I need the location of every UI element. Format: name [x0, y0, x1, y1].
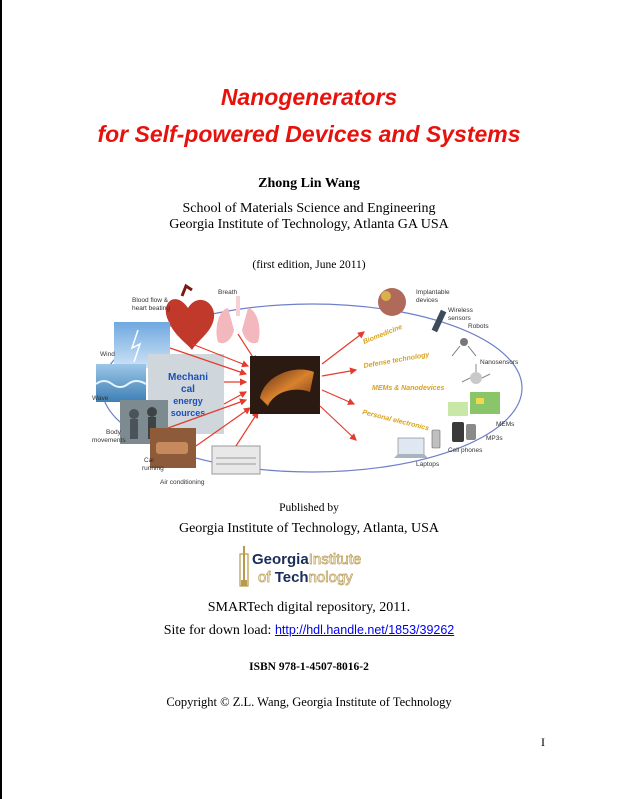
- label-nanosensors: Nanosensors: [480, 359, 519, 366]
- mp3-image: [452, 422, 476, 442]
- affiliation-line-1: School of Materials Science and Engineering: [182, 201, 436, 216]
- tower-icon: [240, 546, 248, 586]
- label-robots: Robots: [468, 323, 489, 330]
- mems-image: [448, 392, 500, 416]
- book-title-line-1: Nanogenerators: [220, 84, 398, 110]
- author-name: Zhong Lin Wang: [258, 176, 360, 191]
- download-link[interactable]: http://hdl.handle.net/1853/39262: [274, 623, 455, 637]
- label-wind: Wind: [100, 351, 115, 358]
- svg-text:of Technology: of Technology: [258, 569, 353, 586]
- label-car-2: running: [142, 465, 164, 472]
- page-number: I: [541, 735, 545, 749]
- publisher-name: Georgia Institute of Technology, Atlanta, USA: [178, 521, 440, 536]
- label-mp3s: MP3s: [486, 435, 503, 442]
- cell-phone-image: [432, 430, 440, 448]
- label-blood-flow-1: Blood flow &: [132, 297, 169, 304]
- label-air-conditioning: Air conditioning: [160, 479, 205, 486]
- label-mems: MEMs: [496, 421, 515, 428]
- nanogenerator-figure: [88, 280, 536, 490]
- implantable-device-image: [378, 288, 406, 316]
- download-site-label: Site for down load:: [163, 623, 275, 638]
- page-border: [0, 0, 2, 799]
- affiliation-line-2: Georgia Institute of Technology, Atlanta GA USA: [169, 217, 449, 232]
- nanosensor-image: [462, 364, 490, 384]
- published-by-label: Published by: [279, 502, 339, 514]
- mechanical-label-4: sources: [170, 408, 206, 418]
- label-wireless-2: sensors: [448, 315, 471, 322]
- svg-text:GeorgiaInstitute: GeorgiaInstitute: [252, 551, 362, 568]
- label-wireless-1: Wireless: [448, 307, 473, 314]
- mechanical-label-1: Mechani: [167, 372, 209, 383]
- arc-mems-nano: MEMs & Nanodevices: [372, 385, 445, 392]
- arc-defense: Defense technology: [363, 351, 430, 370]
- label-cell-phones: Cell phones: [448, 447, 483, 454]
- label-implantable-2: devices: [416, 297, 439, 304]
- label-body-2: movements: [92, 437, 126, 444]
- robot-image: [452, 338, 476, 356]
- arc-personal: Personal electronics: [361, 409, 430, 433]
- isbn: ISBN 978-1-4507-8016-2: [249, 661, 369, 673]
- label-car-1: Car: [144, 457, 155, 464]
- label-body-1: Body: [106, 429, 121, 436]
- edition-note: (first edition, June 2011): [252, 259, 366, 271]
- download-site-line: [0, 623, 618, 639]
- label-wave: Wave: [92, 395, 109, 402]
- arc-biomedicine: Biomedicine: [362, 323, 404, 346]
- copyright-notice: Copyright © Z.L. Wang, Georgia Institute of Technology: [166, 695, 452, 709]
- book-title-line-2: for Self-powered Devices and Systems: [97, 121, 521, 147]
- mechanical-label-2: cal: [181, 384, 195, 395]
- label-implantable-1: Implantable: [416, 289, 450, 296]
- repository-line: SMARTech digital repository, 2011.: [207, 600, 411, 615]
- air-conditioner-image: [212, 446, 260, 474]
- mechanical-label-3: energy: [173, 396, 203, 406]
- georgia-tech-logo: [236, 544, 386, 588]
- label-laptops: Laptops: [416, 461, 440, 468]
- heart-image: [166, 286, 214, 350]
- label-breath: Breath: [218, 289, 238, 296]
- label-blood-flow-2: heart beating: [132, 305, 170, 312]
- wireless-sensor-image: [432, 310, 447, 332]
- laptop-image: [394, 438, 428, 458]
- lungs-image: [216, 296, 259, 343]
